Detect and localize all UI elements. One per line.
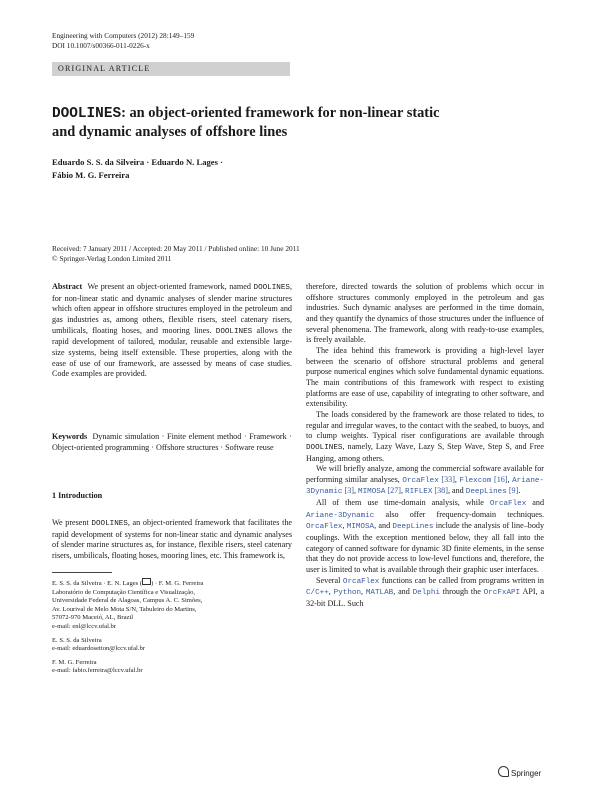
citation-link[interactable]: [38]: [434, 486, 448, 496]
text: All of them use time-domain analysis, while: [316, 498, 484, 508]
article-type-banner: ORIGINAL ARTICLE: [52, 62, 290, 76]
code-flexcom: Flexcom: [459, 476, 492, 485]
affiliation-block: [52, 578, 292, 676]
citation-link[interactable]: [16]: [493, 474, 508, 484]
abstract-text: We present an object-oriented framework, named: [87, 282, 251, 291]
introduction-paragraph: [52, 518, 292, 562]
title-line2: and dynamic analyses of offshore lines: [52, 124, 288, 140]
code-cpp: C/C++: [306, 589, 329, 598]
copyright-line: © Springer-Verlag London Limited 2011: [52, 254, 172, 263]
code-doolines: DOOLINES: [253, 284, 290, 292]
code-doolines: DOOLINES: [91, 520, 128, 528]
right-column: [306, 282, 544, 610]
article-title: [52, 104, 492, 141]
abstract-text: , for non-linear static and dynamic analyses of slender marine structures which often appear in offshore structures employed in the petroleum and gas industries as, among others, flexible risers, steel catenary risers, umbilicals, floating hoses, and mooring lines.: [52, 282, 293, 335]
affiliation-authors: [52, 578, 292, 589]
code-ariane: Ariane-3Dynamic: [306, 476, 545, 497]
code-delphi: Delphi: [412, 589, 440, 598]
affiliation-line: 57072-970 Maceió, AL, Brazil: [52, 614, 134, 622]
abstract: [52, 282, 292, 380]
journal-header: [52, 31, 194, 51]
publication-dates: [52, 244, 300, 264]
doi: DOI 10.1007/s00366-011-0226-x: [52, 41, 150, 50]
publisher-logo: [498, 766, 541, 778]
springer-horse-icon: [498, 766, 509, 777]
code-riflex: RIFLEX: [405, 488, 433, 497]
text: through the: [442, 587, 481, 597]
text: Several: [316, 575, 341, 585]
text: and: [398, 587, 410, 597]
title-code: DOOLINES: [52, 106, 122, 122]
intro-text: , an object-oriented framework that facilitates the rapid development of systems for non-linear static and dynamic analyses of slender marine structures as, for instance, flexible risers, steel catenary risers, umbilicals, floating hoses, mooring lines, etc. This framework is,: [52, 518, 292, 560]
paragraph: We will briefly analyze, among the commercial software available for performing similar analyses, OrcaFlex [33], Flexcom [16], Ariane-3Dynamic [3], MIMOSA [27], RIFLEX [38], and DeepLines [9].: [306, 464, 545, 497]
footnote-rule: [52, 572, 112, 573]
code-mimosa: MIMOSA: [346, 523, 375, 532]
text: and: [532, 498, 545, 508]
code-orcaflex: OrcaFlex: [342, 577, 380, 586]
intro-text: We present: [52, 518, 89, 527]
received-line: Received: 7 January 2011 / Accepted: 20 May 2011 / Published online: 10 June 2011: [52, 244, 300, 253]
title-line1: : an object-oriented framework for non-linear static: [121, 105, 440, 121]
affiliation-text: E. S. S. da Silveira · E. N. Lages (: [52, 580, 143, 587]
abstract-heading: Abstract: [52, 282, 83, 291]
text: also offer frequency-domain techniques.: [385, 509, 545, 519]
code-matlab: MATLAB: [365, 589, 394, 598]
keywords-text: Dynamic simulation · Finite element method · Framework · Object-oriented programming · Offshore structures · Software reuse: [52, 432, 292, 452]
email-line: e-mail: eduardosetton@lccv.ufal.br: [52, 645, 145, 653]
affiliation-line: Universidade Federal de Alagoas, Campus A. C. Simões,: [52, 597, 203, 605]
affiliation-line: E. S. S. da Silveira: [52, 636, 102, 644]
email-line: e-mail: enl@lccv.ufal.br: [52, 622, 117, 630]
code-python: Python: [333, 589, 361, 598]
code-mimosa: MIMOSA: [358, 488, 386, 497]
affiliation-line: Laboratório de Computação Científica e Visualização,: [52, 588, 196, 596]
author-line-1: Eduardo S. S. da Silveira · Eduardo N. Lages ·: [52, 157, 223, 167]
paragraph: The idea behind this framework is providing a high-level layer between the scenario of offshore structural problems and general purpose numerical engines which solve fundamental dynamic equations. The main contributions of this framework with respect to existing platforms are ease of use, capability of integrating to other software, and extensibility.: [306, 345, 544, 409]
paragraph: [306, 410, 544, 464]
text: The loads considered by the framework are those related to tides, to regular and irregular waves, to the contact with the seabed, to buoys, and to clump weights. Typical riser configurations are available through: [306, 409, 544, 441]
code-deeplines: DeepLines: [465, 488, 507, 497]
keywords: [52, 432, 292, 453]
text: , namely, Lazy Wave, Lazy S, Step Wave, Step S, and Free Hanging, among others.: [306, 441, 544, 463]
code-doolines: DOOLINES: [215, 327, 253, 336]
code-deeplines: DeepLines: [392, 523, 434, 532]
paragraph: therefore, directed towards the solution of problems which occur in offshore structures commonly employed in the petroleum and gas industries. Such dynamic analyses are performed in the time domain, and they quantify the dynamics of those structures under the influence of several phenomena. The framework, along with ready-to-use examples, is freely available.: [306, 282, 544, 345]
code-orcaflex: OrcaFlex: [489, 500, 527, 509]
affiliation-line: F. M. G. Ferreira: [52, 658, 97, 666]
affiliation-line: Av. Lourival de Melo Mota S/N, Tabuleiro do Martins,: [52, 605, 197, 613]
citation-link[interactable]: [3]: [344, 486, 354, 496]
citation-link[interactable]: [33]: [441, 474, 455, 484]
author-line-2: Fábio M. G. Ferreira: [52, 170, 130, 180]
text: functions can be called from programs written in: [381, 575, 544, 585]
affiliation-text: ) · F. M. G. Ferreira: [151, 580, 204, 587]
journal-citation: Engineering with Computers (2012) 28:149–159: [52, 31, 195, 40]
code-ariane: Ariane-3Dynamic: [306, 511, 375, 520]
paragraph: Several OrcaFlex functions can be called from programs written in C/C++, Python, MATLAB, and Delphi through the OrcFxAPI API, a 32-bit DLL. Such: [306, 575, 545, 609]
email-line: e-mail: fabio.ferreira@lccv.ufal.br: [52, 667, 143, 675]
citation-link[interactable]: [9]: [508, 486, 519, 496]
citation-link[interactable]: [27]: [387, 486, 401, 496]
envelope-icon: [142, 578, 151, 585]
text: and: [452, 486, 464, 496]
text: API, a 32-bit DLL. Such: [306, 587, 545, 609]
keywords-heading: Keywords: [52, 432, 88, 441]
section-heading-introduction: 1 Introduction: [52, 491, 103, 500]
code-orcfxapi: OrcFxAPI: [483, 589, 521, 598]
text: and: [378, 521, 391, 531]
code-doolines: DOOLINES: [306, 443, 343, 452]
author-list: [52, 156, 223, 182]
text: include the analysis of line–body couplings. With the exception mentioned below, they all fall into the category of canned software for dynamic 3D finite elements, in the sense that they do not provide access to low-level functions and, therefore, the user is limited to what is available through their graphic user interfaces.: [306, 521, 545, 575]
code-orcaflex: OrcaFlex: [306, 523, 343, 532]
text: We will briefly analyze, among the commercial software available for performing similar analyses,: [306, 464, 544, 484]
abstract-text: allows the rapid development of tailored, modular, reusable and extensible large-size systems, being itself extensible. These properties, along with the ease of use of our framework, are assessed by means of case studies. Code examples are provided.: [52, 325, 292, 379]
publisher-name: Springer: [511, 769, 542, 778]
code-orcaflex: OrcaFlex: [402, 476, 439, 485]
paragraph: All of them use time-domain analysis, while OrcaFlex and Ariane-3Dynamic also offer frequency-domain techniques. OrcaFlex, MIMOSA, and DeepLines include the analysis of line–body couplings. With the exception mentioned below, they all fall into the category of canned software for dynamic 3D finite elements, in the sense that they do not provide access to low-level functions and, therefore, the user is limited to what is available through their graphic user interfaces.: [306, 498, 545, 575]
